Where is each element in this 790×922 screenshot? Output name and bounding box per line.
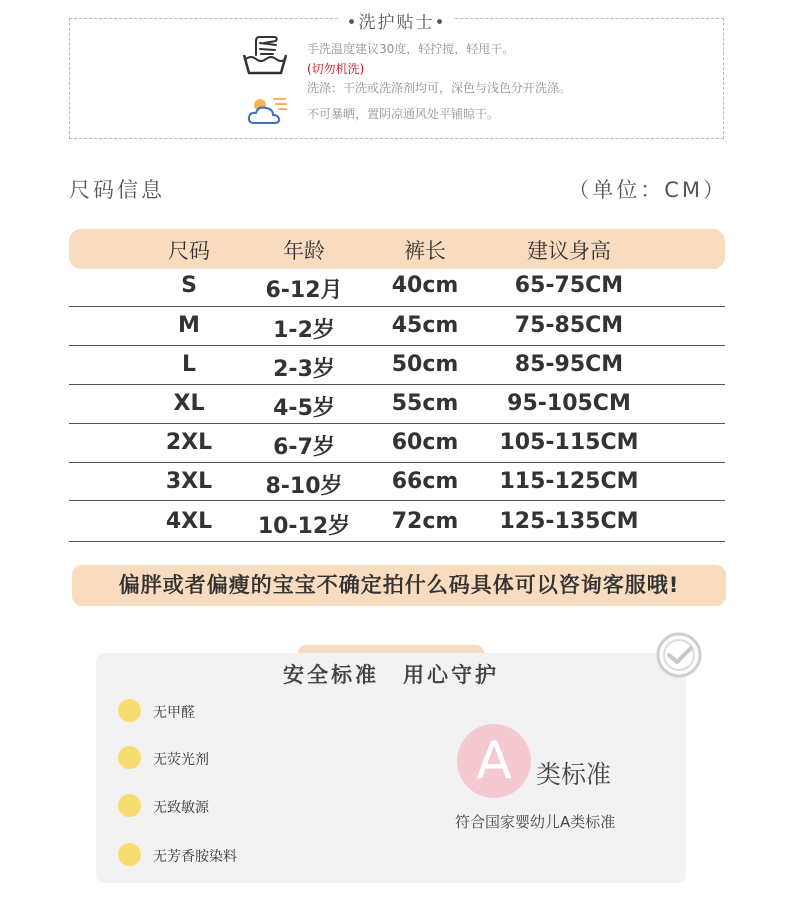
grade-a-badge: A [457, 724, 531, 798]
cell-height: 65-75CM [514, 273, 624, 298]
cell-age: 6-7岁 [273, 435, 335, 460]
cell-age: 4-5岁 [273, 396, 335, 421]
grade-a-text: 类标准 [536, 760, 612, 789]
header-age: 年龄 [283, 239, 325, 263]
cell-age: 8-10岁 [265, 474, 343, 499]
care-tips-box [69, 13, 724, 139]
safety-item-formaldehyde: 无甲醛 [153, 705, 195, 721]
yellow-dot-icon [118, 843, 141, 866]
care-line-dry: 不可暴晒，置阴凉通风处平铺晾干。 [307, 107, 500, 121]
cell-height: 85-95CM [514, 352, 624, 377]
table-row [69, 307, 725, 346]
cell-size: XL [173, 391, 205, 416]
cell-length: 55cm [391, 391, 459, 416]
cell-size: 4XL [165, 509, 213, 534]
table-row [69, 424, 725, 463]
grade-a-subtitle: 符合国家婴幼儿A类标准 [455, 813, 616, 831]
cell-length: 72cm [391, 509, 459, 534]
care-line-no-machine: (切勿机洗) [307, 62, 365, 76]
cell-height: 125-135CM [499, 509, 639, 534]
header-size: 尺码 [168, 239, 210, 263]
cell-height: 75-85CM [514, 313, 624, 338]
cell-age: 2-3岁 [273, 357, 335, 382]
size-consult-banner: 偏胖或者偏瘦的宝宝不确定拍什么码具体可以咨询客服哦! [72, 565, 726, 606]
hand-wash-icon [240, 33, 290, 75]
safety-item-amine-dye: 无芳香胺染料 [153, 849, 237, 865]
yellow-dot-icon [118, 699, 141, 722]
header-length: 裤长 [404, 239, 446, 263]
cell-height: 105-115CM [499, 430, 639, 455]
cell-size: 2XL [165, 430, 213, 455]
table-row [69, 346, 725, 385]
care-line-detergent: 洗涤：干洗或洗涤剂均可，深色与浅色分开洗涤。 [307, 81, 572, 95]
size-info-title: 尺码信息 [69, 178, 165, 202]
cell-size: L [181, 352, 197, 377]
cell-age: 10-12岁 [257, 514, 351, 539]
size-table [69, 229, 725, 539]
size-table-header [69, 229, 725, 269]
cell-length: 60cm [391, 430, 459, 455]
care-tips-title: 洗护贴士 [358, 13, 435, 33]
sun-wind-icon [246, 93, 288, 129]
cell-length: 40cm [391, 273, 459, 298]
cell-size: S [181, 273, 197, 298]
safety-item-allergen: 无致敏源 [153, 800, 209, 816]
cell-age: 1-2岁 [273, 318, 335, 343]
cell-height: 115-125CM [499, 469, 639, 494]
table-row [69, 501, 725, 542]
cell-size: 3XL [165, 469, 213, 494]
yellow-dot-icon [118, 746, 141, 769]
table-row [69, 385, 725, 424]
cell-length: 66cm [391, 469, 459, 494]
care-tips-title-wrap: •洗护贴士• [70, 8, 723, 33]
cell-height: 95-105CM [507, 391, 631, 416]
table-row [69, 269, 725, 307]
safety-title: 安全标准 用心守护 [283, 663, 499, 687]
safety-item-fluorescent: 无荧光剂 [153, 752, 209, 768]
cell-length: 50cm [391, 352, 459, 377]
cell-length: 45cm [391, 313, 459, 338]
size-unit-label: （单位：CM） [568, 178, 727, 202]
cell-age: 6-12月 [265, 278, 343, 303]
care-line-wash: 手洗温度建议30度，轻拧搅，轻甩干。 [307, 42, 515, 56]
yellow-dot-icon [118, 794, 141, 817]
table-row [69, 463, 725, 501]
cell-size: M [178, 313, 200, 338]
check-badge-icon [656, 632, 702, 678]
header-height: 建议身高 [527, 239, 611, 263]
